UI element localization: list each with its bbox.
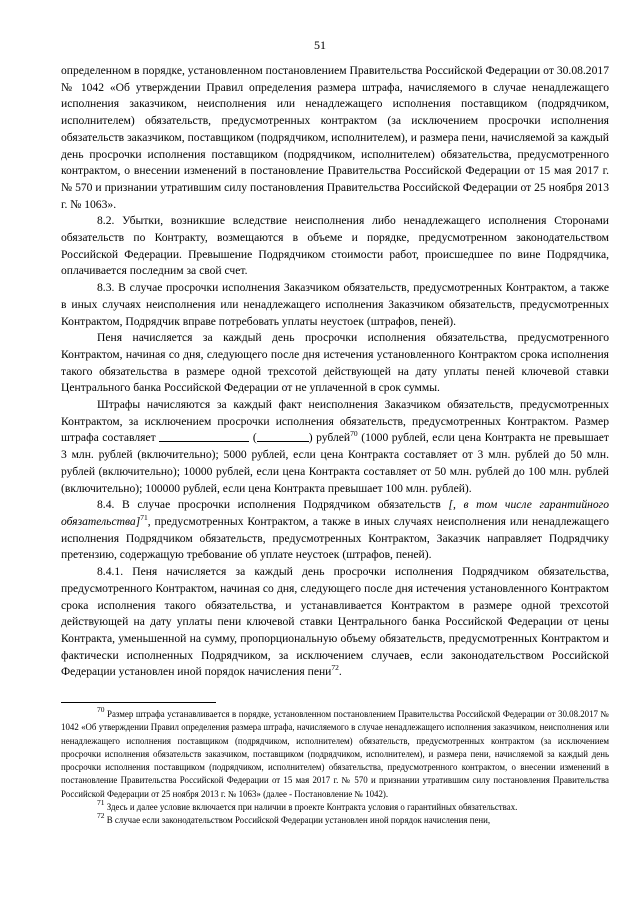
paragraph-8-4	[61, 497, 609, 564]
footnote-70-text: Размер штрафа устанавливается в порядке, установленном постановлением Правительства Российской Федерации от 30.08.2017 № 1042 «Об утверждении Правил определения размера штрафа, начисляемого в случае ненадлежащего исполнения заказчиком, неисполнения или ненадлежащего исполнения поставщиком (подрядчиком, исполнителем) обязательств, предусмотренных контрактом (за исключением просрочки исполнения обязательств заказчиком, поставщиком (подрядчиком, исполнителем), и размера пени, начисляемой за каждый день просрочки исполнения поставщиком (подрядчиком, исполнителем) обязательства, предусмотренного контрактом, о внесении изменений в постановление Правительства Российской Федерации от 15 мая 2017 г. № 570 и признании утратившим силу постановления Правительства Российской Федерации от 25 ноября 2013 г. № 1063» (далее - Постановление № 1042).	[61, 709, 609, 799]
footnote-ref-71: 71	[140, 512, 148, 522]
footnote-72-number: 72	[97, 811, 105, 821]
fine-amount-words-blank	[257, 431, 309, 442]
page-number: 51	[314, 38, 326, 52]
footnote-separator	[61, 702, 216, 703]
fine-open-paren: (	[252, 431, 257, 445]
footnote-ref-70: 70	[350, 429, 358, 439]
fines-text-start: Штрафы начисляются за каждый факт неисполнения Заказчиком обязательств, предусмотренных Контрактом, за исключением просрочки исполнения обязательств, предусмотренных Контрактом. Размер штрафа составляет	[61, 398, 609, 445]
contractor-penalty-text: 8.4.1. Пеня начисляется за каждый день просрочки исполнения Подрядчиком обязательства, предусмотренного Контрактом, начиная со дня, следующего после дня истечения установленного Контрактом срока исполнения такого обязательства, и устанавливается Контрактом в размере одной трехсотой действующей на дату уплаты пени ключевой ставки Центрального банка Российской Федерации от цены Контракта, уменьшенной на сумму, пропорциональную объему обязательств, предусмотренных Контрактом и фактически исполненных Подрядчиком, за исключением случаев, если законодательством Российской Федерации установлен иной порядок начисления пени	[61, 565, 609, 679]
footnote-72-text: В случае если законодательством Российской Федерации установлен иной порядок начисления пени,	[104, 815, 491, 826]
footnote-ref-72: 72	[331, 663, 339, 673]
footnote-71-number: 71	[97, 798, 105, 808]
footnote-71	[61, 798, 609, 814]
footnotes	[61, 705, 609, 828]
fine-amount-blank	[159, 431, 249, 442]
paragraph-8-4-1	[61, 564, 609, 681]
paragraph-8-3: 8.3. В случае просрочки исполнения Заказчиком обязательств, предусмотренных Контрактом, а также в иных случаях неисполнения или ненадлежащего исполнения Заказчиком обязательств, предусмотренных Контрактом, Подрядчик вправе потребовать уплаты неустоек (штрафов, пеней).	[61, 281, 609, 328]
claim-text: , предусмотренных Контрактом, а также в иных случаях неисполнения или ненадлежащего исполнения Подрядчиком обязательств, предусмотренных Контрактом, Заказчик направляет Подрядчику претензию, содержащую требование об уплате неустоек (штрафов, пеней).	[61, 514, 609, 562]
document-body	[61, 63, 609, 681]
footnote-70-number: 70	[97, 705, 105, 714]
paragraph-end-period: .	[338, 665, 342, 679]
paragraph-penalty-rules-continued: определенном в порядке, установленном постановлением Правительства Российской Федерации от 30.08.2017 № 1042 «Об утверждении Правил определения размера штрафа, начисляемого в случае ненадлежащего исполнения заказчиком, неисполнения или ненадлежащего исполнения поставщиком (подрядчиком, исполнителем) обязательств, предусмотренных контрактом (за исключением просрочки исполнения обязательств заказчиком, поставщиком (подрядчиком, исполнителем), и размера пени, начисляемой за каждый день просрочки исполнения поставщиком (подрядчиком, исполнителем) обязательства, предусмотренного контрактом, о внесении изменений в постановление Правительства Российской Федерации от 15 мая 2017 г. № 570 и признании утратившим силу постановления Правительства Российской Федерации от 25 ноября 2013 г. № 1063».	[61, 64, 609, 211]
footnote-71-text: Здесь и далее условие включается при наличии в проекте Контракта условия о гарантийных обязательствах.	[104, 802, 518, 813]
footnote-72	[61, 811, 609, 827]
paragraph-customer-penalty: Пеня начисляется за каждый день просрочки исполнения обязательства, предусмотренного Контрактом, начиная со дня, следующего после дня истечения установленного Контрактом срока исполнения такого обязательства в размере одной трехсотой действующей на дату уплаты пеней ключевой ставки Центрального банка Российской Федерации от не уплаченной в срок суммы.	[61, 331, 609, 395]
footnote-70	[61, 705, 609, 801]
contractor-delay-text: 8.4. В случае просрочки исполнения Подрядчиком обязательств	[97, 498, 441, 512]
fines-thresholds-text: (1000 рублей, если цена Контракта не превышает 3 млн. рублей (включительно); 5000 рублей, если цена Контракта составляет от 3 млн. рублей до 50 млн. рублей (включительно); 10000 рублей, если цена Контракта составляет от 50 млн. рублей до 100 млн. рублей (включительно); 100000 рублей, если цена Контракта превышает 100 млн. рублей).	[61, 431, 609, 495]
paragraph-8-2: 8.2. Убытки, возникшие вследствие неисполнения либо ненадлежащего исполнения Сторонами обязательств по Контракту, возмещаются в объеме и порядке, предусмотренном законодательством Российской Федерации. Превышение Подрядчиком стоимости работ, происшедшее по вине Подрядчика, оплачивается последним за свой счет.	[61, 214, 609, 278]
paragraph-customer-fines	[61, 397, 609, 497]
warranty-obligation-clause: [, в том числе гарантийного обязательства]	[61, 498, 609, 528]
fine-rubles-label: ) рублей	[308, 431, 351, 445]
